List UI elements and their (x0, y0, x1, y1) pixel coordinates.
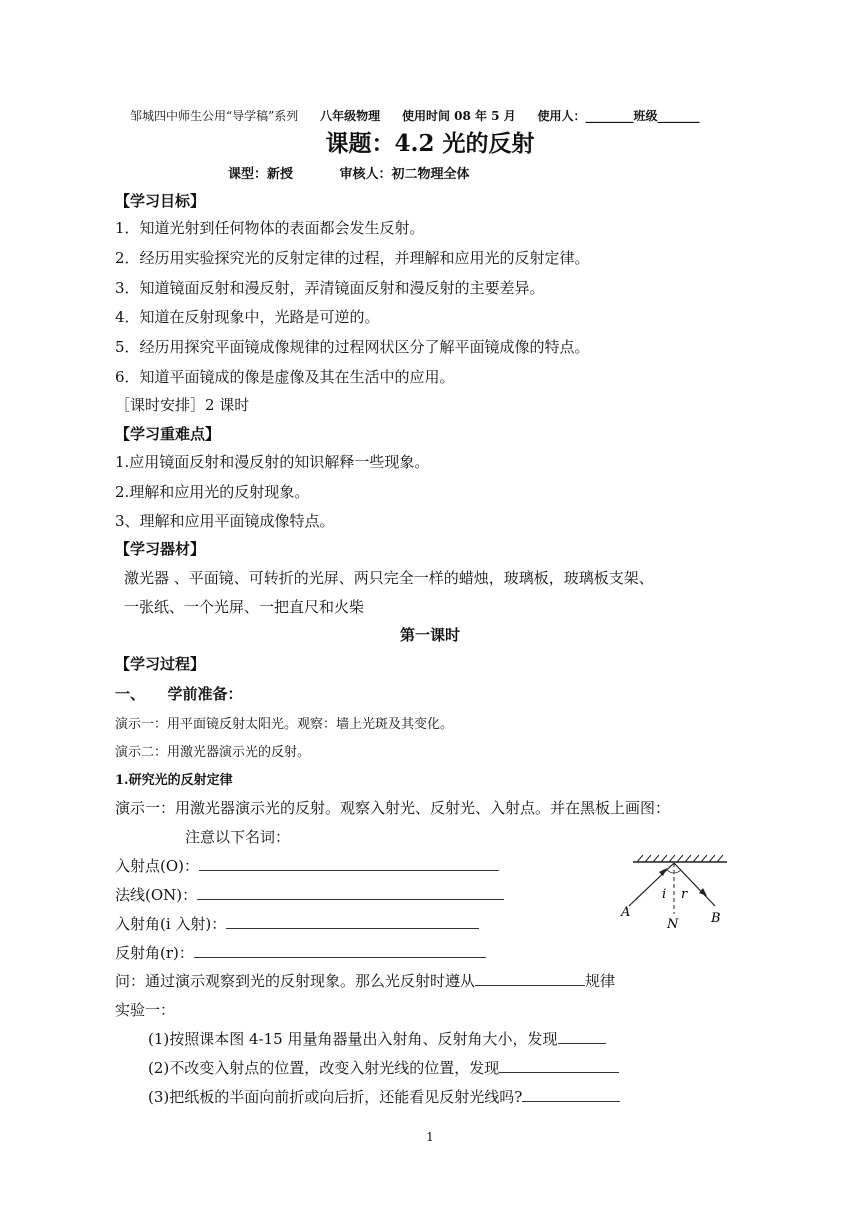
goal-item: 3．知道镜面反射和漫反射，弄清镜面反射和漫反射的主要差异。 (115, 279, 545, 297)
question-end: 规律 (585, 972, 616, 990)
label-i: i (662, 887, 667, 902)
label-r: r (681, 887, 688, 902)
step-text: (2)不改变入射点的位置，改变入射光线的位置，发现 (148, 1059, 500, 1077)
incident-ray (629, 863, 674, 906)
demo-item: 演示二：用激光器演示光的反射。 (115, 745, 311, 760)
subtitle (228, 163, 512, 182)
experiment-heading: 实验一： (115, 1001, 176, 1019)
materials-heading: 【学习器材】 (115, 540, 206, 558)
materials-line: 一张纸、一个光屏、一把直尺和火柴 (124, 598, 365, 616)
question-text: 问：通过演示观察到光的反射现象。那么光反射时遵从 (115, 972, 476, 990)
law-demo: 演示一：用激光器演示光的反射。观察入射光、反射光、入射点。并在黑板上画图： (115, 799, 671, 817)
step-item (148, 1057, 619, 1078)
lesson-one-heading: 第一课时 (399, 626, 460, 644)
goal-item: 2．经历用实验探究光的反射定律的过程，并理解和应用光的反射定律。 (115, 249, 590, 267)
label-a: A (621, 905, 631, 920)
page-title: 课题：4.2 光的反射 (325, 130, 535, 157)
term-label: 反射角(r)： (115, 944, 194, 962)
step-item (148, 1086, 620, 1107)
reflected-arrow (699, 888, 707, 896)
goal-item: 5．经历用探究平面镜成像规律的过程网状区分了解平面镜成像的特点。 (115, 338, 590, 356)
key-point-item: 1.应用镜面反射和漫反射的知识解释一些现象。 (115, 453, 430, 471)
answer-blank[interactable] (199, 856, 499, 871)
term-reflection-angle (115, 942, 486, 963)
term-label: 入射点(O)： (115, 857, 200, 875)
process-heading: 【学习过程】 (115, 655, 206, 673)
materials-line: 激光器 、平面镜、可转折的光屏、两只完全一样的蜡烛，玻璃板，玻璃板支架、 (124, 569, 654, 587)
prep-heading: 一、 学前准备： (115, 685, 243, 703)
answer-blank[interactable] (226, 914, 479, 929)
key-point-item: 3、理解和应用平面镜成像特点。 (115, 512, 335, 530)
schedule: ［课时安排］2 课时 (115, 396, 250, 414)
law-note: 注意以下名词： (185, 828, 291, 846)
answer-blank[interactable] (197, 885, 504, 900)
goal-item: 6．知道平面镜成的像是虚像及其在生活中的应用。 (115, 368, 455, 386)
question-line (115, 970, 615, 991)
page-header (130, 107, 718, 124)
goal-item: 4．知道在反射现象中，光路是可逆的。 (115, 308, 380, 326)
page-number: 1 (426, 1130, 434, 1144)
goals-heading: 【学习目标】 (115, 192, 206, 210)
answer-blank[interactable] (499, 1058, 619, 1073)
series-label: 邹城四中师生公用“导学稿”系列 (130, 109, 299, 123)
mirror-hatching (637, 855, 723, 862)
reviewer: 审核人：初二物理全体 (339, 167, 470, 182)
label-n: N (667, 917, 679, 932)
usage-time: 使用时间 08 年 5 月 (401, 109, 516, 123)
lesson-type: 课型：新授 (228, 167, 294, 182)
term-label: 法线(ON)： (115, 886, 198, 904)
term-normal (115, 884, 504, 905)
incident-arrow (659, 868, 667, 876)
term-label: 入射角(i 入射)： (115, 915, 227, 933)
user-field: 使用人：________班级_______ (537, 109, 700, 123)
goal-item: 1．知道光射到任何物体的表面都会发生反射。 (115, 219, 425, 237)
step-text: (3)把纸板的半面向前折或向后折，还能看见反射光线吗? (148, 1088, 523, 1106)
step-text: (1)按照课本图 4-15 用量角器量出入射角、反射角大小，发现 (148, 1030, 558, 1048)
label-b: B (711, 911, 721, 926)
term-incident-angle (115, 913, 479, 934)
answer-blank[interactable] (558, 1029, 606, 1044)
key-point-item: 2.理解和应用光的反射现象。 (115, 483, 310, 501)
law-heading: 1.研究光的反射定律 (115, 773, 233, 788)
step-item (148, 1028, 606, 1049)
reflection-diagram (615, 850, 735, 932)
term-incident-point (115, 855, 499, 876)
key-points-heading: 【学习重难点】 (115, 425, 221, 443)
demo-item: 演示一：用平面镜反射太阳光。观察：墙上光斑及其变化。 (115, 717, 454, 732)
answer-blank[interactable] (522, 1087, 620, 1102)
answer-blank[interactable] (194, 943, 486, 958)
answer-blank[interactable] (475, 971, 585, 986)
grade-label: 八年级物理 (320, 109, 381, 123)
